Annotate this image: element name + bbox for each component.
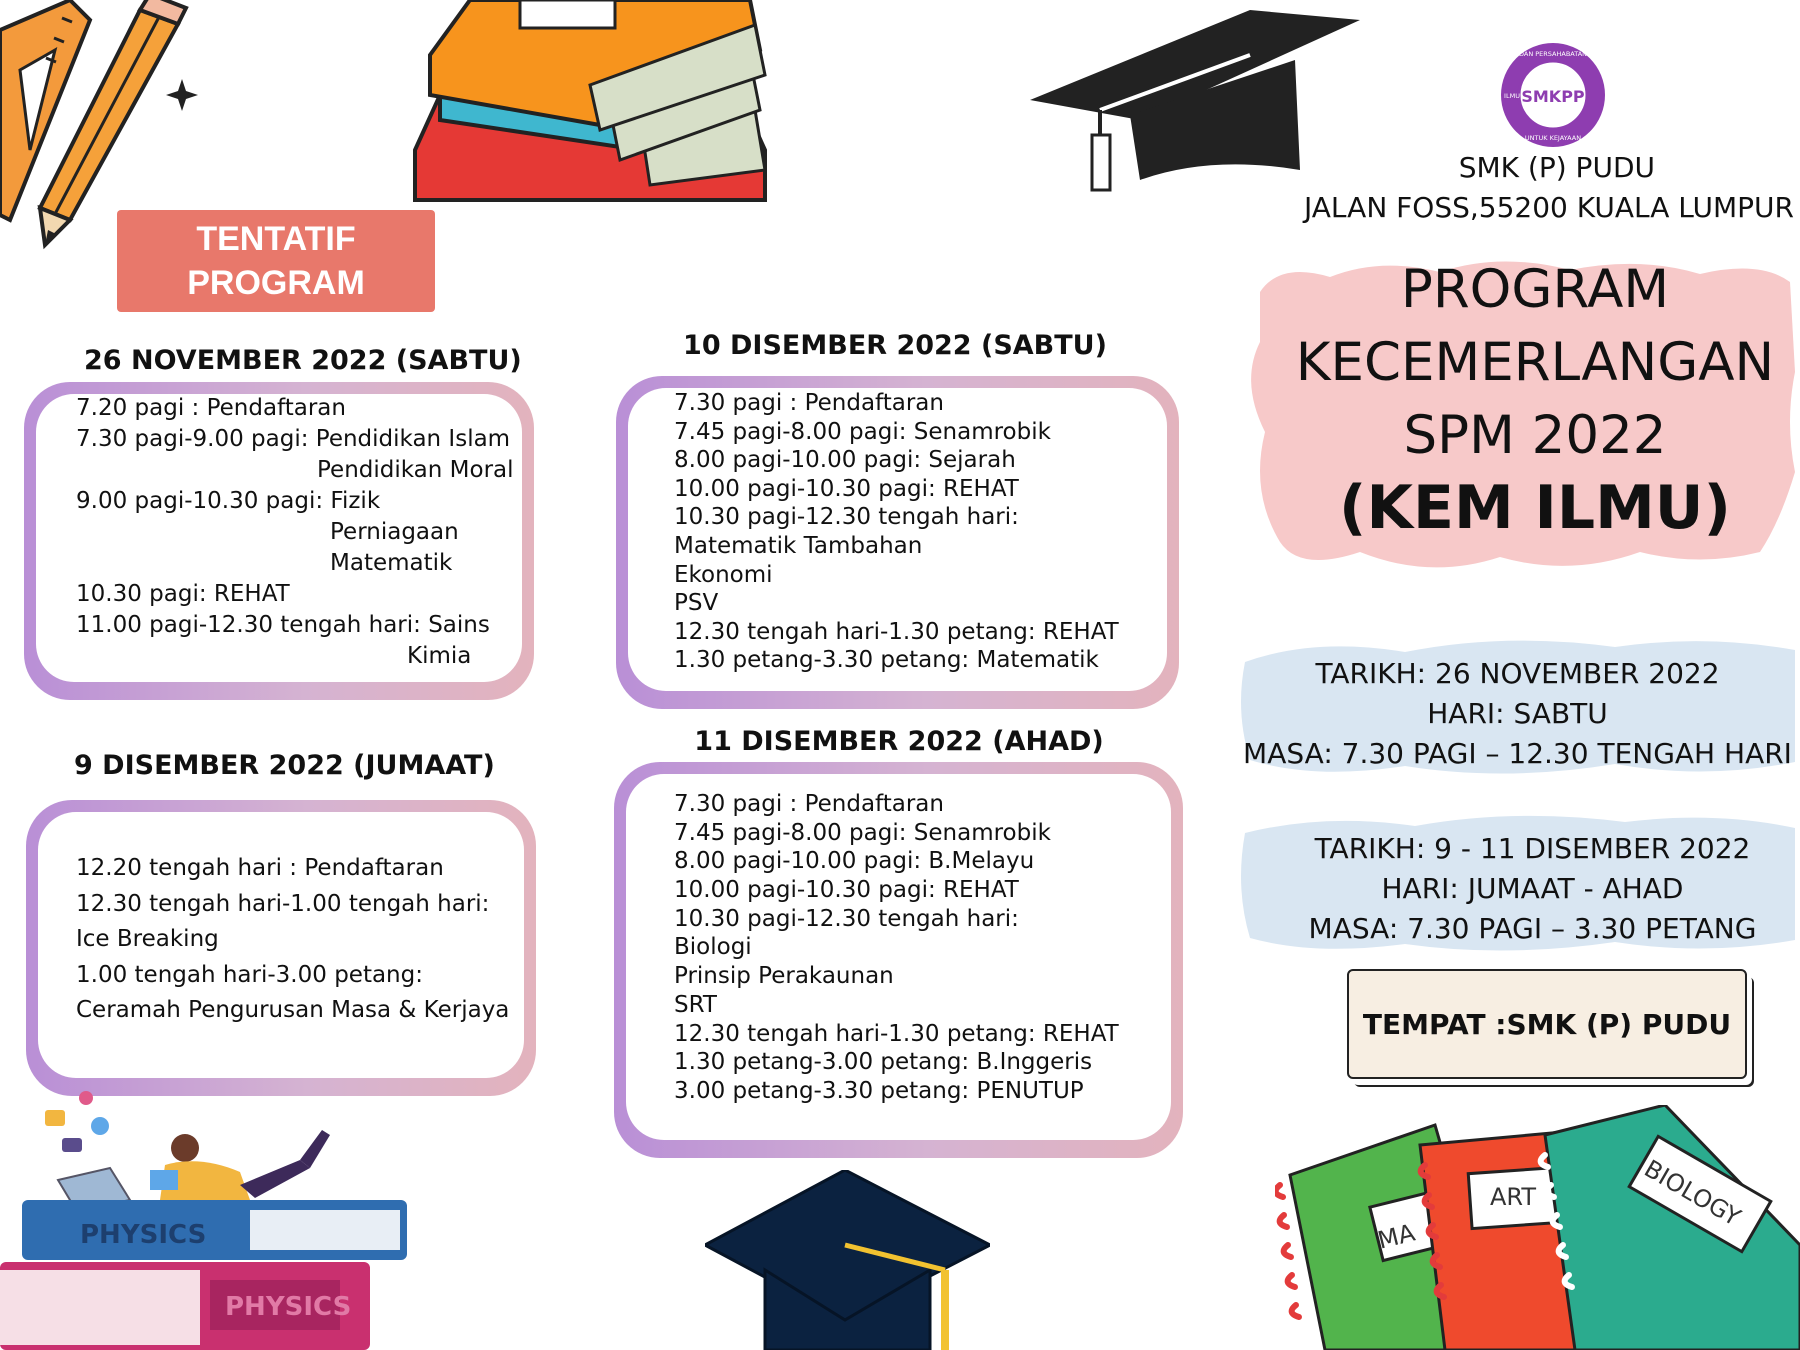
schedule-line: 7.45 pagi-8.00 pagi: Senamrobik bbox=[674, 418, 1051, 445]
program-title-line-1: PROGRAM bbox=[1400, 259, 1670, 320]
schedule-line: Prinsip Perakaunan bbox=[674, 963, 894, 990]
schedule-line: 12.30 tengah hari-1.30 petang: REHAT bbox=[674, 1020, 1119, 1047]
svg-text:ART: ART bbox=[1490, 1183, 1537, 1211]
schedule-line: 7.30 pagi-9.00 pagi: Pendidikan Islam bbox=[76, 426, 511, 452]
session2-tarikh: TARIKH: 9 - 11 DISEMBER 2022 bbox=[1314, 832, 1751, 865]
schedule-line: 8.00 pagi-10.00 pagi: Sejarah bbox=[674, 447, 1016, 474]
session1-tarikh: TARIKH: 26 NOVEMBER 2022 bbox=[1315, 657, 1720, 690]
program-title-line-3: SPM 2022 bbox=[1403, 405, 1667, 466]
session2-masa: MASA: 7.30 PAGI – 3.30 PETANG bbox=[1308, 912, 1757, 945]
schedule-line: 10.30 pagi: REHAT bbox=[76, 581, 290, 607]
schedule-line: 12.30 tengah hari-1.00 tengah hari: bbox=[76, 890, 490, 917]
schedule-line: Biologi bbox=[674, 934, 752, 961]
schedule-line: 7.30 pagi : Pendaftaran bbox=[674, 390, 944, 416]
schedule-line: 12.30 tengah hari-1.30 petang: REHAT bbox=[674, 618, 1119, 645]
venue-box: TEMPAT :SMK (P) PUDU bbox=[1347, 969, 1747, 1079]
schedule-line: 11.00 pagi-12.30 tengah hari: Sains bbox=[76, 612, 490, 638]
day1-heading: 26 NOVEMBER 2022 (SABTU) bbox=[84, 345, 522, 376]
schedule-line: Ice Breaking bbox=[76, 926, 219, 952]
svg-text:UNTUK KEJAYAAN: UNTUK KEJAYAAN bbox=[1524, 134, 1582, 142]
schedule-line: 8.00 pagi-10.00 pagi: B.Melayu bbox=[674, 848, 1035, 875]
graduation-cap-icon bbox=[1030, 10, 1370, 200]
day1-schedule bbox=[76, 393, 514, 672]
svg-text:DAN PERSAHABATAN: DAN PERSAHABATAN bbox=[1518, 50, 1588, 58]
schedule-line: Ceramah Pengurusan Masa & Kerjaya bbox=[76, 997, 510, 1023]
session2-info bbox=[1250, 829, 1800, 949]
session1-info bbox=[1235, 654, 1800, 774]
schedule-line: 10.00 pagi-10.30 pagi: REHAT bbox=[674, 877, 1019, 904]
schedule-line: 1.30 petang-3.30 petang: Matematik bbox=[674, 647, 1099, 674]
graduation-cap-bottom-icon bbox=[705, 1170, 990, 1350]
schedule-line: 10.00 pagi-10.30 pagi: REHAT bbox=[674, 475, 1019, 502]
notebooks-illustration bbox=[1275, 1105, 1800, 1350]
program-title-kem-ilmu: (KEM ILMU) bbox=[1339, 473, 1731, 543]
student-reading-illustration bbox=[0, 1090, 410, 1350]
schedule-line: Kimia bbox=[407, 643, 472, 669]
day4-heading: 11 DISEMBER 2022 (AHAD) bbox=[694, 726, 1104, 757]
svg-text:ILMU: ILMU bbox=[1504, 92, 1520, 100]
day3-schedule bbox=[76, 851, 509, 1029]
day2-schedule bbox=[674, 389, 1119, 675]
schedule-line: 12.20 tengah hari : Pendaftaran bbox=[76, 855, 444, 881]
schedule-line: 10.30 pagi-12.30 tengah hari: bbox=[674, 504, 1019, 531]
svg-text:BIOLOGY: BIOLOGY bbox=[1639, 1154, 1746, 1232]
school-logo-icon bbox=[1498, 40, 1608, 150]
svg-text:SMKPP: SMKPP bbox=[1521, 87, 1585, 106]
schedule-line: 9.00 pagi-10.30 pagi: Fizik bbox=[76, 488, 381, 514]
svg-text:PHYSICS: PHYSICS bbox=[80, 1220, 207, 1250]
day4-schedule bbox=[674, 790, 1119, 1106]
badge-line-1: TENTATIF bbox=[196, 220, 356, 258]
schedule-line: 3.00 petang-3.30 petang: PENUTUP bbox=[674, 1077, 1084, 1104]
day3-heading: 9 DISEMBER 2022 (JUMAAT) bbox=[74, 750, 495, 781]
schedule-line: 7.45 pagi-8.00 pagi: Senamrobik bbox=[674, 819, 1051, 846]
schedule-line: Matematik bbox=[330, 550, 453, 576]
session1-hari: HARI: SABTU bbox=[1427, 697, 1608, 730]
day2-heading: 10 DISEMBER 2022 (SABTU) bbox=[683, 330, 1107, 361]
schedule-line: Perniagaan bbox=[330, 519, 459, 545]
schedule-line: 1.30 petang-3.00 petang: B.Inggeris bbox=[674, 1049, 1093, 1076]
session1-masa: MASA: 7.30 PAGI – 12.30 TENGAH HARI bbox=[1243, 737, 1792, 770]
school-name: SMK (P) PUDU bbox=[1458, 151, 1655, 184]
schedule-line: 1.00 tengah hari-3.00 petang: bbox=[76, 961, 423, 988]
sparkle-icon bbox=[166, 79, 198, 111]
schedule-line: 7.30 pagi : Pendaftaran bbox=[674, 791, 944, 817]
tentatif-program-badge bbox=[117, 210, 435, 312]
session2-hari: HARI: JUMAAT - AHAD bbox=[1381, 872, 1684, 905]
svg-text:MA: MA bbox=[1374, 1218, 1418, 1255]
schedule-line: Ekonomi bbox=[674, 561, 773, 588]
schedule-line: Matematik Tambahan bbox=[674, 532, 923, 559]
badge-line-2: PROGRAM bbox=[187, 264, 365, 302]
schedule-line: 10.30 pagi-12.30 tengah hari: bbox=[674, 905, 1019, 932]
schedule-line: 7.20 pagi : Pendaftaran bbox=[76, 395, 346, 421]
schedule-line: Pendidikan Moral bbox=[317, 457, 514, 483]
program-title bbox=[1270, 253, 1800, 544]
schedule-line: SRT bbox=[674, 991, 717, 1018]
program-title-line-2: KECEMERLANGAN bbox=[1295, 332, 1775, 393]
books-stack-icon bbox=[410, 0, 780, 205]
svg-text:PHYSICS: PHYSICS bbox=[225, 1292, 352, 1322]
school-address: JALAN FOSS,55200 KUALA LUMPUR bbox=[1304, 191, 1794, 224]
schedule-line: PSV bbox=[674, 590, 719, 617]
